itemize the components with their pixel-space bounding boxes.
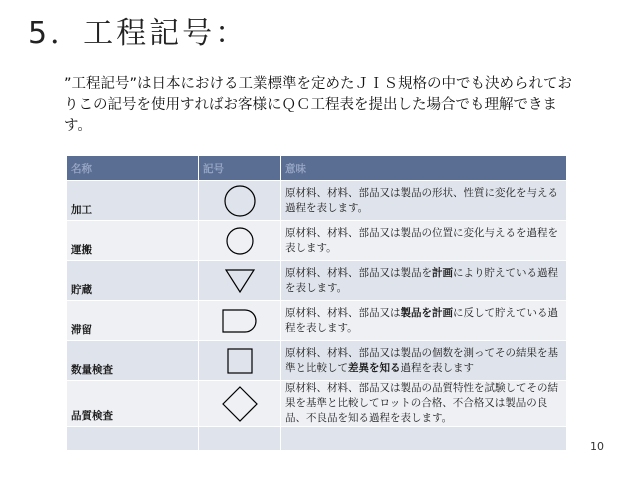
- header-meaning: 意味: [281, 156, 567, 181]
- table-row: [67, 181, 567, 221]
- table-row: [67, 381, 567, 427]
- d-shape-icon: [199, 301, 281, 341]
- slide-title: 5．工程記号：: [28, 16, 249, 51]
- table-row: [67, 261, 567, 301]
- table-row-empty: [67, 427, 567, 451]
- table-row: [67, 221, 567, 261]
- meaning-text: 原材料、材料、部品又は製品の品質特性を試験してその結果を基準と比較してロットの合格、不合格又は製品の良品、不良品を知る過程を表します。: [285, 382, 558, 424]
- process-symbol-table: [66, 155, 567, 451]
- process-name: 数量検査: [67, 341, 199, 381]
- process-name: 運搬: [67, 221, 199, 261]
- meaning-text: 差異を知る: [348, 361, 401, 374]
- header-symbol: 記号: [199, 156, 281, 181]
- table-row: [67, 301, 567, 341]
- meaning-text: 原材料、材料、部品又は製品の個数を測ってその結果を基準と比較して: [285, 346, 558, 374]
- process-meaning: [281, 181, 567, 221]
- meaning-text: 原材料、材料、部品又は製品の形状、性質に変化を与える過程を表します。: [285, 186, 558, 214]
- process-name: 滞留: [67, 301, 199, 341]
- process-meaning: [281, 341, 567, 381]
- triangle-down-icon: [199, 261, 281, 301]
- meaning-text: 計画: [432, 266, 453, 279]
- process-name: 加工: [67, 181, 199, 221]
- circle-small-icon: [199, 221, 281, 261]
- process-name: 品質検査: [67, 381, 199, 427]
- circle-large-icon: [199, 181, 281, 221]
- page-number: 10: [590, 440, 604, 453]
- process-name: 貯蔵: [67, 261, 199, 301]
- table-header-row: [67, 156, 567, 181]
- meaning-text: 原材料、材料、部品又は製品を: [285, 266, 432, 279]
- meaning-text: 原材料、材料、部品又は製品の位置に変化与えるを過程を表します。: [285, 226, 558, 254]
- meaning-text: 原材料、材料、部品又は: [285, 306, 401, 319]
- empty-cell: [281, 427, 567, 451]
- process-meaning: [281, 221, 567, 261]
- meaning-text: に反して貯えている過程を表します。: [285, 306, 558, 334]
- empty-cell: [67, 427, 199, 451]
- header-name: 名称: [67, 156, 199, 181]
- meaning-text: により貯えている過程を表します。: [285, 266, 558, 294]
- process-meaning: [281, 301, 567, 341]
- meaning-text: 製品を計画: [400, 306, 453, 319]
- diamond-icon: [199, 381, 281, 427]
- square-icon: [199, 341, 281, 381]
- intro-paragraph: ”工程記号”は日本における工業標準を定めたＪＩＳ規格の中でも決められておりこの記号を使用すればお客様にＱＣ工程表を提出した場合でも理解できます。: [64, 76, 573, 134]
- meaning-text: 過程を表します: [400, 361, 474, 374]
- table-row: [67, 341, 567, 381]
- process-meaning: [281, 261, 567, 301]
- process-meaning: [281, 381, 567, 427]
- empty-cell: [199, 427, 281, 451]
